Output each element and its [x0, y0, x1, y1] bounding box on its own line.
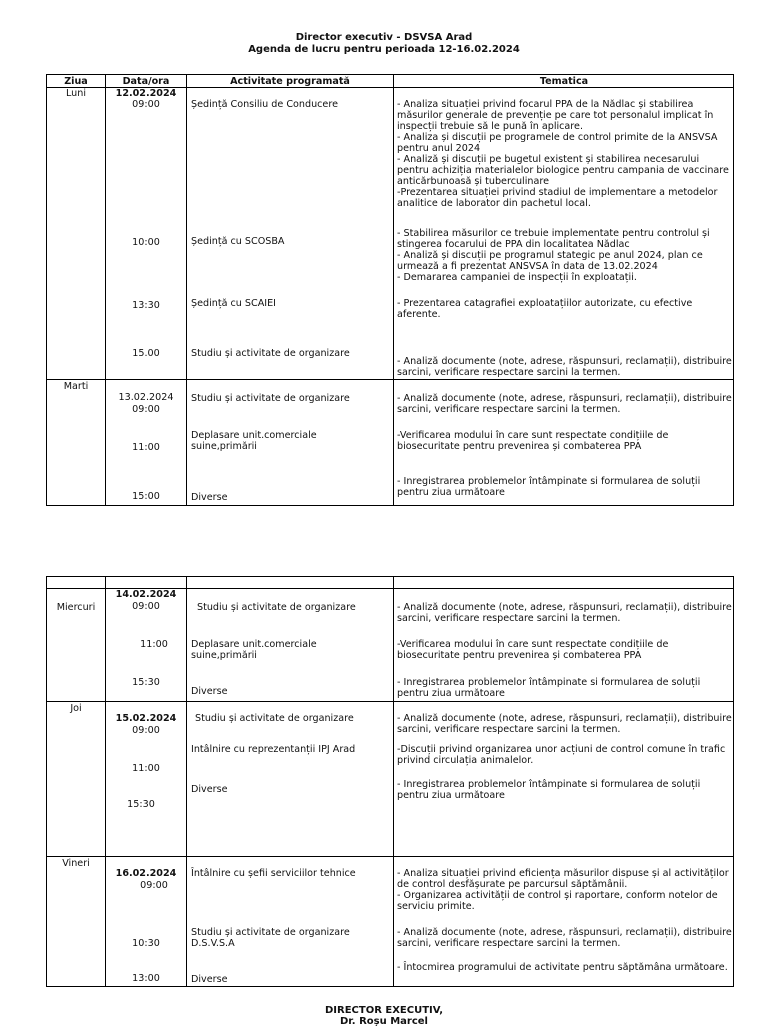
activity-vineri-2: Studiu și activitate de organizare D.S.V.S.A	[191, 927, 350, 949]
topic-vineri-3: - Întocmirea programului de activitate pentru săptămâna următoare.	[397, 962, 728, 973]
activity-miercuri-1: Studiu și activitate de organizare	[197, 602, 356, 613]
activity-joi-3: Diverse	[191, 784, 228, 795]
day-label-miercuri: Miercuri	[56, 602, 96, 613]
topic-marti-3: - Inregistrarea problemelor întâmpinate si formularea de soluții pentru ziua următoare	[397, 476, 701, 498]
topic-luni-4: - Analiză documente (note, adrese, răspunsuri, reclamații), distribuire sarcini, verificare respectare sarcini la termen.	[397, 356, 732, 378]
time-luni-4: 15.00	[132, 348, 160, 359]
time-marti-1: 09:00	[132, 404, 160, 415]
day-label-vineri: Vineri	[62, 858, 90, 869]
time-miercuri-3: 15:30	[132, 677, 160, 688]
activity-joi-1: Studiu și activitate de organizare	[195, 713, 354, 724]
topic-miercuri-3: - Inregistrarea problemelor întâmpinate si formularea de soluții pentru ziua următoare	[397, 677, 701, 699]
date-marti: 13.02.2024	[118, 392, 174, 403]
topic-miercuri-2: -Verificarea modului în care sunt respectate condițiile de biosecuritate pentru prevenirea și combaterea PPA	[397, 639, 669, 661]
time-luni-2: 10:00	[132, 237, 160, 248]
activity-luni-4: Studiu și activitate de organizare	[191, 348, 350, 359]
document-title: Director executiv - DSVSA Arad	[295, 32, 473, 43]
topic-marti-1: - Analiză documente (note, adrese, răspunsuri, reclamații), distribuire sarcini, verificare respectare sarcini la termen.	[397, 393, 732, 415]
activity-luni-2: Ședință cu SCOSBA	[191, 236, 285, 247]
topic-joi-2: -Discuții privind organizarea unor acțiuni de control comune în trafic privind circulația animalelor.	[397, 744, 726, 766]
column-header-datetime: Data/ora	[122, 76, 170, 87]
time-joi-2: 11:00	[132, 763, 160, 774]
activity-marti-1: Studiu și activitate de organizare	[191, 393, 350, 404]
time-miercuri-2: 11:00	[140, 639, 168, 650]
column-header-day: Ziua	[64, 76, 88, 87]
activity-marti-3: Diverse	[191, 492, 228, 503]
date-joi: 15.02.2024	[115, 713, 177, 724]
time-vineri-2: 10:30	[132, 938, 160, 949]
topic-vineri-1: - Analiza situației privind eficiența măsurilor dispuse și al activităților de control desfășurate pe parcursul săptămânii. - Organizarea activității de control și raportare, conform notelor de serviciu primite.	[397, 868, 729, 912]
time-luni-1: 09:00	[132, 99, 160, 110]
topic-luni-1: - Analiza situației privind focarul PPA de la Nădlac și stabilirea măsurilor generale de prevenție pe care tot personalul implicat în inspecții trebuie să le pună în aplicare. - Analiza și discuții pe programele de control primite de la ANSVSA pentru anul 2024 - Analiză și discuții pe bugetul existent și stabilirea necesarului pentru achiziția materialelor biologice pentru campania de vaccinare anticărbunoasă și tuberculinare -Prezentarea situației privind stadiul de implementare a metodelor analitice de laborator din pachetul local.	[397, 99, 729, 209]
activity-miercuri-2: Deplasare unit.comerciale suine,primării	[191, 639, 317, 661]
date-miercuri: 14.02.2024	[115, 589, 177, 600]
column-header-topic: Tematica	[539, 76, 589, 87]
date-vineri: 16.02.2024	[115, 868, 177, 879]
agenda-table-2	[46, 576, 734, 987]
activity-marti-2: Deplasare unit.comerciale suine,primării	[191, 430, 317, 452]
time-vineri-3: 13:00	[132, 973, 160, 984]
day-label-luni: Luni	[65, 88, 86, 99]
time-joi-3: 15:30	[127, 799, 155, 810]
time-miercuri-1: 09:00	[132, 601, 160, 612]
topic-vineri-2: - Analiză documente (note, adrese, răspunsuri, reclamații), distribuire sarcini, verificare respectare sarcini la termen.	[397, 927, 732, 949]
agenda-table-1	[46, 74, 734, 506]
topic-joi-1: - Analiză documente (note, adrese, răspunsuri, reclamații), distribuire sarcini, verificare respectare sarcini la termen.	[397, 713, 732, 735]
activity-vineri-1: Întâlnire cu șefii serviciilor tehnice	[191, 868, 356, 879]
topic-miercuri-1: - Analiză documente (note, adrese, răspunsuri, reclamații), distribuire sarcini, verificare respectare sarcini la termen.	[397, 602, 732, 624]
time-joi-1: 09:00	[132, 725, 160, 736]
day-label-marti: Marti	[63, 381, 89, 392]
topic-luni-2: - Stabilirea măsurilor ce trebuie implementate pentru controlul și stingerea focarului de PPA din localitatea Nădlac - Analiză și discuții pe programul stategic pe anul 2024, plan ce urmează a fi prezentat ANSVSA în data de 13.02.2024 - Demararea campaniei de inspecții în exploatații.	[397, 228, 710, 283]
time-luni-3: 13:30	[132, 300, 160, 311]
topic-joi-3: - Inregistrarea problemelor întâmpinate si formularea de soluții pentru ziua următoare	[397, 779, 701, 801]
signature-title: DIRECTOR EXECUTIV,	[324, 1005, 444, 1016]
topic-marti-2: -Verificarea modului în care sunt respectate condițiile de biosecuritate pentru prevenirea și combaterea PPA	[397, 430, 669, 452]
activity-joi-2: Intâlnire cu reprezentanții IPJ Arad	[191, 744, 356, 755]
time-vineri-1: 09:00	[140, 880, 168, 891]
activity-miercuri-3: Diverse	[191, 686, 228, 697]
signature-name: Dr. Roșu Marcel	[340, 1016, 428, 1027]
date-luni: 12.02.2024	[115, 88, 177, 99]
activity-luni-1: Ședință Consiliu de Conducere	[191, 99, 338, 110]
topic-luni-3: - Prezentarea catagrafiei exploatațiilor autorizate, cu efective aferente.	[397, 298, 693, 320]
day-label-joi: Joi	[70, 703, 82, 714]
activity-luni-3: Ședință cu SCAIEI	[191, 298, 276, 309]
column-header-activity: Activitate programată	[230, 76, 350, 87]
activity-vineri-3: Diverse	[191, 974, 228, 985]
document-subtitle: Agenda de lucru pentru perioada 12-16.02.2024	[248, 44, 520, 55]
time-marti-2: 11:00	[132, 442, 160, 453]
time-marti-3: 15:00	[132, 491, 160, 502]
